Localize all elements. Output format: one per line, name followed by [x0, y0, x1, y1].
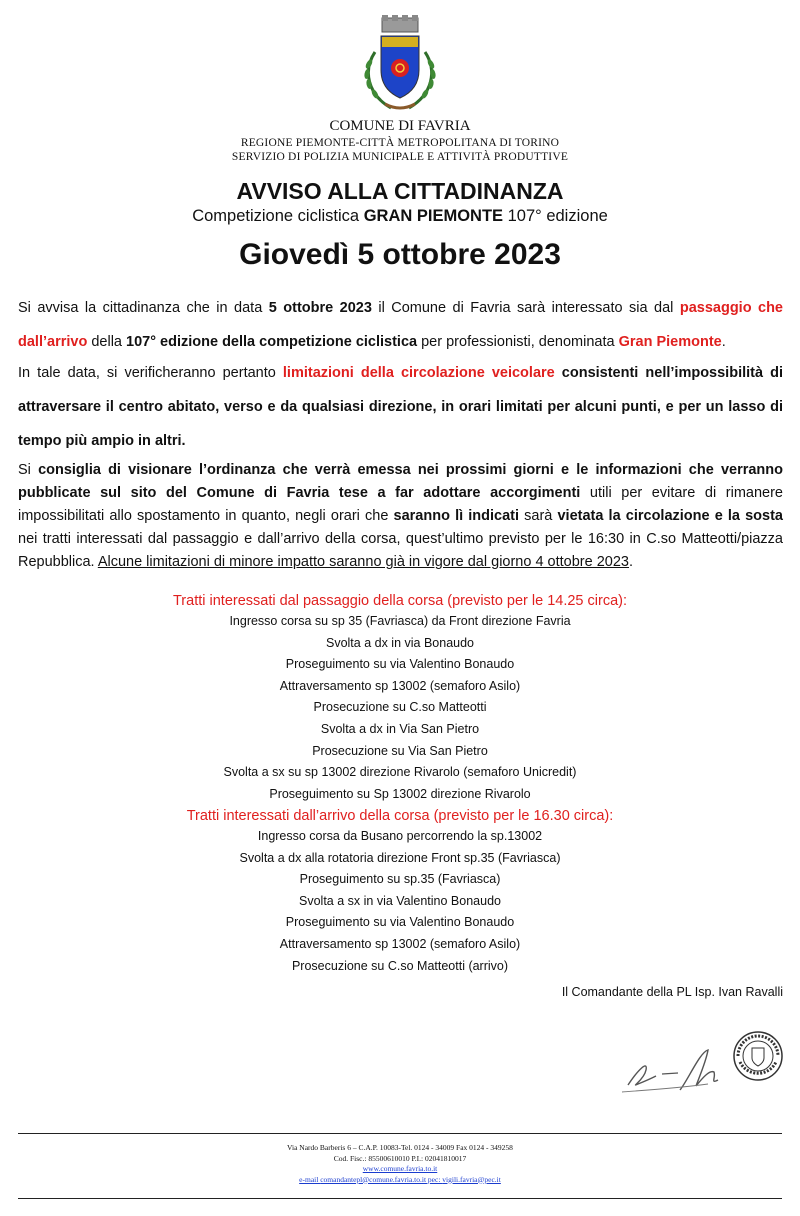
paragraph-advice — [18, 459, 783, 574]
footer-address: Via Nardo Barberis 6 – C.A.P. 10083-Tel. 0124 - 34009 Fax 0124 - 349258 — [287, 1143, 513, 1152]
paragraph-limitations — [18, 356, 783, 458]
route-item: Proseguimento su via Valentino Bonaudo — [285, 657, 515, 672]
notice-title: AVVISO ALLA CITTADINANZA — [236, 178, 564, 204]
route-item: Attraversamento sp 13002 (semaforo Asilo) — [279, 678, 521, 693]
highlight-run: limitazioni della circolazione veicolare — [282, 365, 555, 381]
route-item: Svolta a sx in via Valentino Bonaudo — [299, 893, 501, 908]
text-run: In tale data, si verificheranno pertanto — [18, 365, 283, 381]
text-run: vietata la circolazione e la sosta — [557, 508, 784, 524]
pec-label: pec: — [426, 1174, 443, 1184]
text-run: della — [87, 334, 127, 350]
official-stamp-icon — [732, 1030, 784, 1082]
text-run: consiglia di visionare l’ordinanza che verrà emessa nei prossimi giorni e le informazioni che verranno pubblicate sul sito del Comune di Favria tese a far adottare accorgimenti — [18, 462, 784, 501]
subtitle-text: Competizione ciclistica — [192, 207, 364, 225]
text-run: . — [721, 334, 726, 350]
text-run: per professionisti, denominata — [417, 334, 619, 350]
highlight-run: passaggio che dall’arrivo — [18, 300, 783, 350]
text-run: utili per evitare di rimanere impossibilitati allo spostamento in quanto, negli orari che — [18, 485, 783, 524]
route-item: Proseguimento su via Valentino Bonaudo — [285, 915, 515, 930]
text-run: saranno lì indicati — [393, 508, 520, 524]
route-item: Svolta a sx su sp 13002 direzione Rivarolo (semaforo Unicredit) — [223, 765, 577, 780]
municipality-name: COMUNE DI FAVRIA — [329, 118, 471, 134]
signature-scribble-icon — [618, 1040, 738, 1100]
footer-contacts — [0, 1175, 800, 1186]
race-name: GRAN PIEMONTE — [363, 207, 504, 225]
footer-fiscal: Cod. Fisc.: 85500610010 P.I.: 02041810017 — [333, 1153, 467, 1163]
route-item: Attraversamento sp 13002 (semaforo Asilo) — [279, 936, 521, 951]
underlined-run: Alcune limitazioni di minore impatto saranno già in vigore dal giorno 4 ottobre 2023 — [97, 554, 629, 570]
route-item: Prosecuzione su C.so Matteotti — [313, 700, 487, 715]
footer — [0, 1143, 800, 1185]
text-run: consistenti nell’impossibilità di attraversare il centro abitato, verso e da qualsiasi direzione, in orari limitati per alcuni punti, e per un lasso di tempo più ampio in altri. — [18, 365, 783, 449]
route-item: Svolta a dx alla rotatoria direzione Front sp.35 (Favriasca) — [239, 850, 561, 865]
paragraph-announcement — [18, 291, 783, 359]
service-line: SERVIZIO DI POLIZIA MUNICIPALE E ATTIVITÀ PRODUTTIVE — [231, 151, 569, 163]
footer-divider-top — [18, 1133, 782, 1134]
route-item: Ingresso corsa da Busano percorrendo la sp.13002 — [257, 829, 543, 843]
footer-website[interactable] — [0, 1164, 800, 1175]
route-heading: Tratti interessati dall’arrivo della corsa (previsto per le 16.30 circa): — [186, 808, 614, 824]
text-run: . — [628, 554, 634, 570]
text-run: nei tratti interessati dal passaggio e dall’arrivo della corsa, quest’ultimo previsto per le 16:30 in C.so Matteotti/piazza Repubblica. — [18, 531, 783, 570]
email-link[interactable]: comandantepl@comune.favria.to.it — [320, 1174, 427, 1184]
text-run: sarà — [519, 508, 558, 524]
signatory-line: Il Comandante della PL Isp. Ivan Ravalli — [561, 985, 783, 999]
text-run — [555, 365, 562, 381]
text-run: 5 ottobre 2023 — [268, 300, 372, 316]
text-run: il Comune di Favria sarà interessato sia dal — [371, 300, 680, 316]
route-item: Proseguimento su sp.35 (Favriasca) — [299, 872, 501, 887]
footer-divider-bottom — [18, 1198, 782, 1199]
route-item: Prosecuzione su C.so Matteotti (arrivo) — [291, 958, 509, 973]
route-heading: Tratti interessati dal passaggio della corsa (previsto per le 14.25 circa): — [172, 593, 627, 609]
route-item: Ingresso corsa su sp 35 (Favriasca) da Front direzione Favria — [229, 614, 571, 628]
email-label: e-mail — [299, 1174, 321, 1184]
route-arrival — [0, 806, 800, 977]
website-link[interactable]: www.comune.favria.to.it — [362, 1164, 438, 1173]
notice-subtitle — [0, 207, 800, 226]
highlight-run: Gran Piemonte — [618, 334, 722, 350]
event-date: Giovedì 5 ottobre 2023 — [239, 238, 561, 271]
route-item: Svolta a dx in via Bonaudo — [325, 635, 475, 650]
text-run: 107° edizione della competizione ciclistica — [126, 334, 418, 350]
text-run: Si avvisa la cittadinanza che in data — [18, 300, 269, 316]
route-item: Svolta a dx in Via San Pietro — [320, 721, 480, 736]
text-run: Si — [18, 462, 39, 478]
route-item: Proseguimento su Sp 13002 direzione Rivarolo — [269, 786, 531, 801]
route-item: Prosecuzione su Via San Pietro — [312, 743, 488, 758]
region-line: REGIONE PIEMONTE-CITTÀ METROPOLITANA DI TORINO — [240, 137, 560, 149]
route-passage — [0, 591, 800, 805]
coat-of-arms-icon — [355, 12, 445, 120]
pec-link[interactable]: vigili.favria@pec.it — [442, 1174, 501, 1184]
edition-text: 107° edizione — [503, 207, 608, 225]
